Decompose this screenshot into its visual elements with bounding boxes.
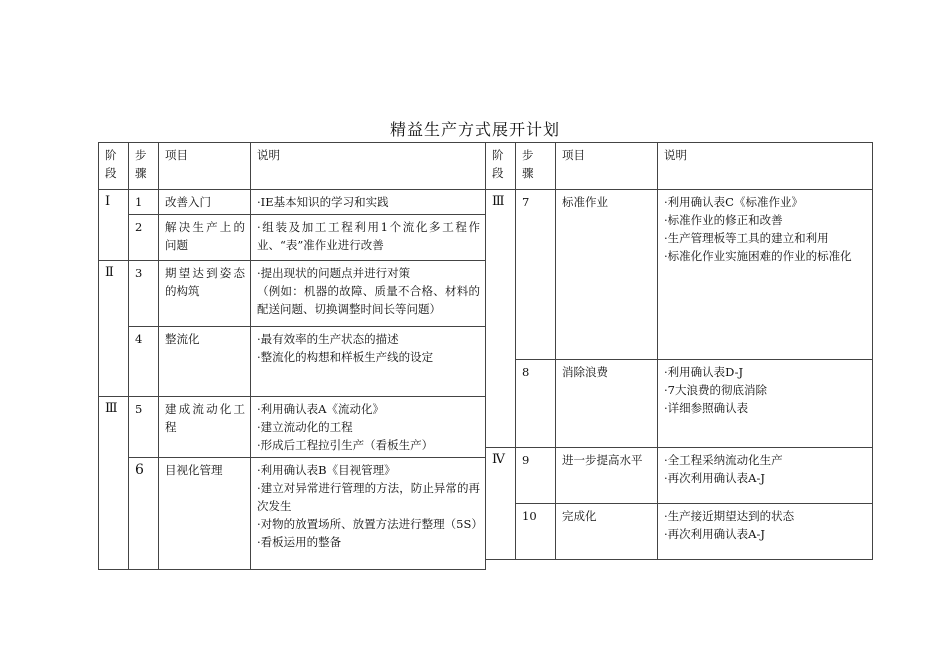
desc-cell: ·组装及加工工程利用1个流化多工程作业、“表”准作业进行改善 (251, 215, 486, 261)
desc-cell: ·利用确认表A《流动化》 ·建立流动化的工程 ·形成后工程拉引生产（看板生产） (251, 397, 486, 458)
desc-cell: ·提出现状的问题点并进行对策 （例如：机器的故障、质量不合格、材料的配送问题、切换调整时间长等问题） (251, 261, 486, 327)
table-row (99, 327, 486, 397)
page-title: 精益生产方式展开计划 (389, 120, 560, 139)
table-row (99, 458, 486, 570)
item-cell: 标准作业 (556, 190, 658, 360)
item-cell: 改善入门 (159, 190, 251, 215)
header-row (486, 143, 873, 190)
desc-cell: ·利用确认表D-J ·7大浪费的彻底消除 ·详细参照确认表 (658, 360, 873, 448)
item-cell: 解决生产上的问题 (159, 215, 251, 261)
table-row (486, 360, 873, 448)
stage-cell: Ⅳ (486, 448, 516, 560)
table-row (99, 397, 486, 458)
item-cell: 进一步提高水平 (556, 448, 658, 504)
header-step: 步 骤 (129, 143, 159, 190)
stage-cell: Ⅲ (486, 190, 516, 448)
desc-cell: ·全工程采纳流动化生产 ·再次利用确认表A-J (658, 448, 873, 504)
header-row (99, 143, 486, 190)
stage-cell: Ⅱ (99, 261, 129, 397)
item-cell: 完成化 (556, 504, 658, 560)
step-cell: 3 (129, 261, 159, 327)
desc-cell: ·利用确认表B《目视管理》 ·建立对异常进行管理的方法，防止异常的再次发生 ·对物的放置场所、放置方法进行整理（5S） ·看板运用的整备 (251, 458, 486, 570)
step-cell: 4 (129, 327, 159, 397)
desc-cell: ·生产接近期望达到的状态 ·再次利用确认表A-J (658, 504, 873, 560)
item-cell: 建成流动化工程 (159, 397, 251, 458)
table-row (486, 448, 873, 504)
header-item: 项目 (159, 143, 251, 190)
item-cell: 目视化管理 (159, 458, 251, 570)
plan-table-right (485, 142, 873, 560)
header-step: 步 骤 (516, 143, 556, 190)
desc-cell: ·利用确认表C《标准作业》 ·标准作业的修正和改善 ·生产管理板等工具的建立和利用 ·标准化作业实施困难的作业的标准化 (658, 190, 873, 360)
item-cell: 整流化 (159, 327, 251, 397)
table-row (99, 190, 486, 215)
plan-table-left (98, 142, 486, 570)
step-cell: 9 (516, 448, 556, 504)
step-cell: 8 (516, 360, 556, 448)
table-row (486, 190, 873, 360)
header-item: 项目 (556, 143, 658, 190)
item-cell: 期望达到姿态的构筑 (159, 261, 251, 327)
item-cell: 消除浪费 (556, 360, 658, 448)
table-row (486, 504, 873, 560)
step-cell: 2 (129, 215, 159, 261)
stage-cell: Ⅲ (99, 397, 129, 570)
header-stage: 阶 段 (99, 143, 129, 190)
step-cell: 7 (516, 190, 556, 360)
header-desc: 说明 (251, 143, 486, 190)
step-cell: 1 (129, 190, 159, 215)
stage-cell: Ⅰ (99, 190, 129, 261)
desc-cell: ·IE基本知识的学习和实践 (251, 190, 486, 215)
table-row (99, 215, 486, 261)
step-cell: 10 (516, 504, 556, 560)
header-desc: 说明 (658, 143, 873, 190)
step-cell: 5 (129, 397, 159, 458)
table-row (99, 261, 486, 327)
step-cell: 6 (129, 458, 159, 570)
desc-cell: ·最有效率的生产状态的描述 ·整流化的构想和样板生产线的设定 (251, 327, 486, 397)
header-stage: 阶 段 (486, 143, 516, 190)
